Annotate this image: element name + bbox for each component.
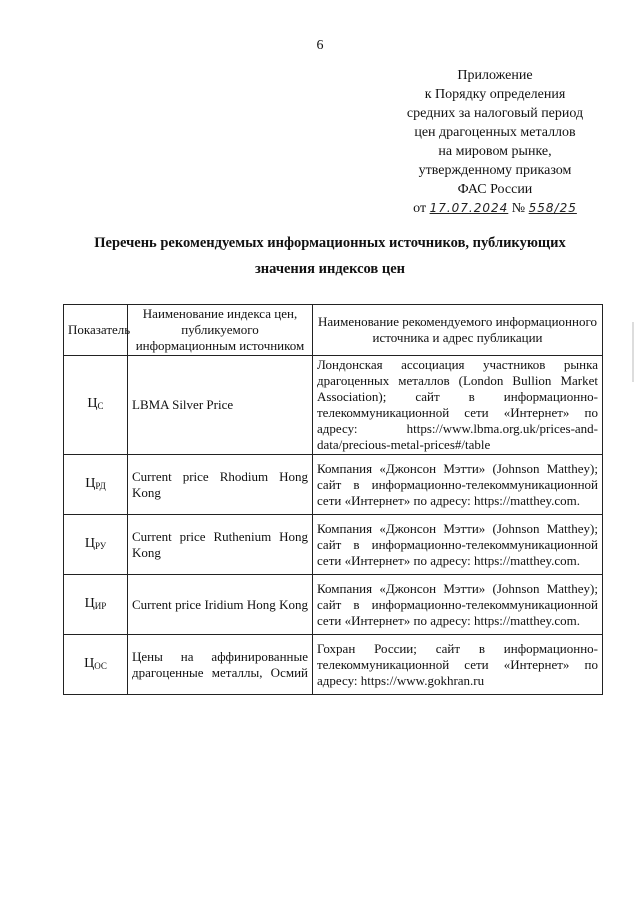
handwritten-date: 17.07.2024 [429,201,509,215]
index-name-cell: Current price Ruthenium Hong Kong [128,515,313,575]
header-index-name: Наименование индекса цен, публикуемого информационным источником [128,305,313,356]
document-title-line-1: Перечень рекомендуемых информационных источников, публикующих [94,235,566,251]
table-row [64,455,603,515]
appendix-line: Приложение [457,68,533,83]
appendix-header [380,66,610,218]
table-row [64,515,603,575]
from-prefix: от [413,201,427,216]
source-cell: Компания «Джонсон Мэтти» (Johnson Matthey); сайт в информационно-телекоммуникационной сети «Интернет» по адресу: https://matthey.com. [313,515,603,575]
header-indicator: Показатель [64,305,128,356]
index-name-cell: Цены на аффинированные драгоценные металлы, Осмий [128,635,313,695]
indicator-cell: $Ц_{РУ}$ [64,515,128,575]
source-cell: Компания «Джонсон Мэтти» (Johnson Matthey); сайт в информационно-телекоммуникационной сети «Интернет» по адресу: https://matthey.com. [313,575,603,635]
appendix-line: ФАС России [457,182,533,197]
sources-table [63,304,603,695]
index-name-cell: Current price Iridium Hong Kong [128,575,313,635]
indicator-cell: $Ц_{РД}$ [64,455,128,515]
page-number: 6 [316,38,324,53]
document-title-line-2: значения индексов цен [254,261,406,277]
handwritten-order-number: 558/25 [528,201,577,215]
source-cell: Лондонская ассоциация участников рынка драгоценных металлов (London Bullion Market Association); сайт в информационно-телекоммуникационной сети «Интернет» по адресу: https://www.lbma.org.uk/prices-and-data/precious-metal-prices#/table [313,356,603,455]
appendix-line: средних за налоговый период [406,106,584,121]
indicator-cell: $Ц_{ОС}$ [64,635,128,695]
appendix-line: утвержденному приказом [418,163,572,178]
appendix-line: к Порядку определения [424,87,566,102]
table-row [64,356,603,455]
source-cell: Компания «Джонсон Мэтти» (Johnson Matthey); сайт в информационно-телекоммуникационной сети «Интернет» по адресу: https://matthey.com. [313,455,603,515]
table-row [64,635,603,695]
index-name-cell: LBMA Silver Price [128,356,313,455]
indicator-cell: $Ц_{ИР}$ [64,575,128,635]
appendix-line: цен драгоценных металлов [414,125,576,140]
scan-edge-mark [632,322,634,382]
header-source: Наименование рекомендуемого информационного источника и адрес публикации [313,305,603,356]
number-sign: № [511,201,526,216]
order-date-number-line [380,199,610,218]
table-header-row [64,305,603,356]
indicator-cell: $Ц_С$ [64,356,128,455]
table-row [64,575,603,635]
index-name-cell: Current price Rhodium Hong Kong [128,455,313,515]
appendix-line: на мировом рынке, [438,144,552,159]
source-cell: Гохран России; сайт в информационно-телекоммуникационной сети «Интернет» по адресу: https://www.gokhran.ru [313,635,603,695]
